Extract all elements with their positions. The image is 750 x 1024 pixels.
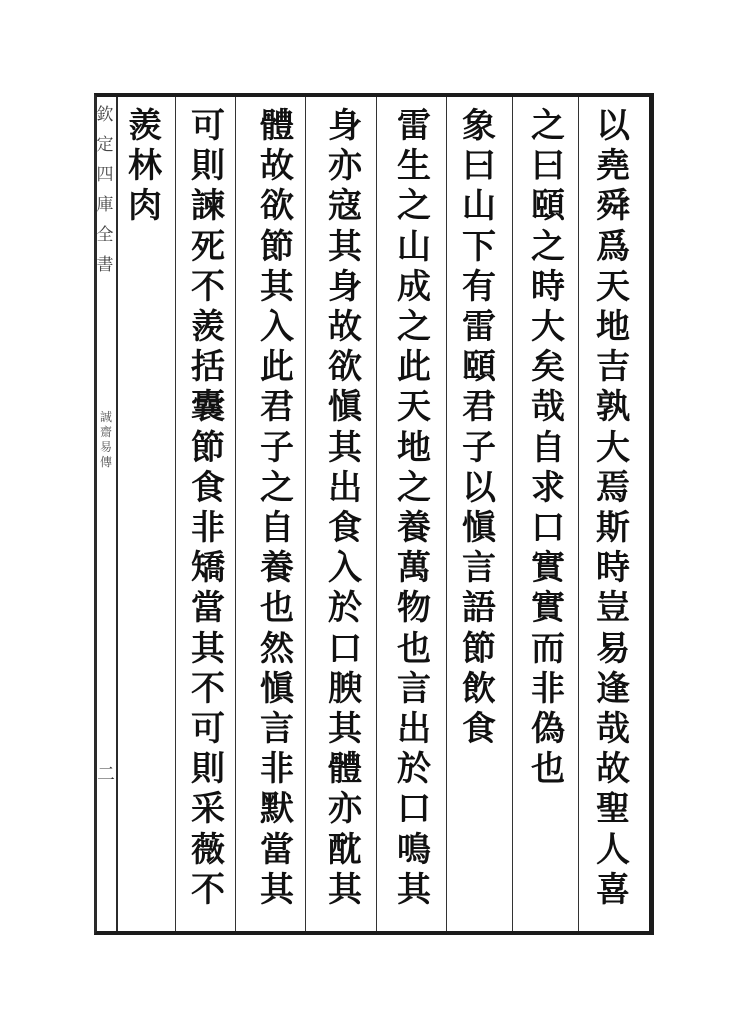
column-rule [512,97,513,931]
character: 其 [260,869,294,910]
character: 焉 [596,467,630,508]
character: 以 [596,106,630,146]
character: 薇 [191,829,225,870]
character: 爲 [596,226,630,267]
text-column-2 [526,106,570,789]
character: 死 [191,226,225,267]
character: 孰 [596,387,630,428]
character: 君 [462,387,496,428]
character: 故 [328,307,362,348]
character: 出 [397,709,431,750]
character: 山 [462,186,496,227]
character: 全 [96,225,114,245]
character: 入 [328,548,362,589]
character: 之 [531,106,565,146]
column-rule [305,97,306,931]
character: 亦 [328,146,362,187]
character: 時 [596,548,630,589]
character: 頤 [531,186,565,227]
character: 不 [191,668,225,709]
character: 之 [260,467,294,508]
character: 時 [531,266,565,307]
character: 非 [260,749,294,790]
character: 四 [96,165,114,185]
book-title [92,100,118,280]
character: 此 [260,347,294,388]
character: 地 [397,427,431,468]
character: 酖 [328,829,362,870]
character: 天 [596,266,630,307]
character: 口 [531,508,565,549]
text-column-1 [591,106,635,910]
character: 則 [191,749,225,790]
character: 節 [191,427,225,468]
character: 則 [191,146,225,187]
character: 成 [397,266,431,307]
character: 身 [328,106,362,146]
character: 體 [260,106,294,146]
character: 吉 [596,347,630,388]
character: 而 [531,628,565,669]
character: 節 [260,226,294,267]
character: 之 [397,467,431,508]
character: 易 [99,440,112,454]
character: 書 [96,255,114,275]
character: 愼 [328,387,362,428]
column-rule [578,97,579,931]
character: 節 [462,628,496,669]
character: 食 [462,709,496,750]
character: 齋 [99,425,112,439]
character: 舜 [596,186,630,227]
page-frame [94,93,654,935]
character: 也 [260,588,294,629]
character: 物 [397,588,431,629]
character: 亦 [328,789,362,830]
character: 口 [397,789,431,830]
character: 之 [397,307,431,348]
character: 然 [260,628,294,669]
character: 於 [397,749,431,790]
character: 可 [191,106,225,146]
character: 欲 [260,186,294,227]
section-label [94,410,118,470]
character: 羨 [191,307,225,348]
character: 默 [260,789,294,830]
text-column-4 [392,106,436,910]
character: 食 [191,467,225,508]
character: 斯 [596,508,630,549]
character: 口 [328,628,362,669]
character: 可 [191,709,225,750]
character: 喜 [596,869,630,910]
text-column-6 [255,106,299,910]
character: 傳 [99,455,112,469]
character: 其 [328,869,362,910]
character: 囊 [191,387,225,428]
character: 不 [191,869,225,910]
character: 采 [191,789,225,830]
character: 寇 [328,186,362,227]
character: 子 [462,427,496,468]
character: 誠 [99,410,112,424]
character: 天 [397,387,431,428]
character: 生 [397,146,431,187]
character: 有 [462,266,496,307]
character: 之 [397,186,431,227]
character: 豈 [596,588,630,629]
character: 人 [596,829,630,870]
character: 食 [328,508,362,549]
character: 身 [328,266,362,307]
character: 愼 [260,668,294,709]
character: 哉 [596,709,630,750]
character: 故 [596,749,630,790]
character: 實 [531,588,565,629]
character: 偽 [531,709,565,750]
character: 羨 [128,106,162,146]
character: 不 [191,266,225,307]
character: 非 [191,508,225,549]
text-column-3 [457,106,501,749]
character: 地 [596,307,630,348]
text-column-7 [186,106,230,910]
character: 頤 [462,347,496,388]
character: 求 [531,467,565,508]
character: 矣 [531,347,565,388]
character: 雷 [397,106,431,146]
character: 自 [531,427,565,468]
character: 出 [328,467,362,508]
character: 庫 [96,195,114,215]
character: 入 [260,307,294,348]
character: 林 [128,146,162,187]
character: 肉 [128,186,162,227]
character: 語 [462,588,496,629]
character: 易 [596,628,630,669]
page-number: 二 [97,764,115,785]
column-rule [376,97,377,931]
character: 故 [260,146,294,187]
character: 也 [397,628,431,669]
character: 萬 [397,548,431,589]
character: 山 [397,226,431,267]
character: 象 [462,106,496,146]
character: 自 [260,508,294,549]
character: 體 [328,749,362,790]
character: 曰 [462,146,496,187]
character: 言 [462,548,496,589]
character: 矯 [191,548,225,589]
character: 堯 [596,146,630,187]
character: 此 [397,347,431,388]
character: 當 [191,588,225,629]
character: 大 [531,307,565,348]
character: 曰 [531,146,565,187]
character: 諫 [191,186,225,227]
character: 當 [260,829,294,870]
character: 大 [596,427,630,468]
column-rule [235,97,236,931]
character: 愼 [462,508,496,549]
column-rule [175,97,176,931]
character: 以 [462,467,496,508]
character: 其 [397,869,431,910]
character: 定 [96,135,114,155]
character: 也 [531,749,565,790]
character: 其 [191,628,225,669]
character: 聖 [596,789,630,830]
character: 非 [531,668,565,709]
character: 哉 [531,387,565,428]
character: 鳴 [397,829,431,870]
character: 實 [531,548,565,589]
character: 君 [260,387,294,428]
character: 其 [260,266,294,307]
text-column-5 [323,106,367,910]
character: 腴 [328,668,362,709]
character: 養 [397,508,431,549]
character: 欽 [96,105,114,125]
character: 之 [531,226,565,267]
character: 言 [397,668,431,709]
text-column-8 [123,106,167,227]
character: 其 [328,709,362,750]
character: 於 [328,588,362,629]
character: 下 [462,226,496,267]
character: 言 [260,709,294,750]
character: 逢 [596,668,630,709]
character: 雷 [462,307,496,348]
character: 飲 [462,668,496,709]
character: 子 [260,427,294,468]
character: 欲 [328,347,362,388]
character: 括 [191,347,225,388]
character: 其 [328,226,362,267]
character: 養 [260,548,294,589]
character: 其 [328,427,362,468]
column-rule [446,97,447,931]
